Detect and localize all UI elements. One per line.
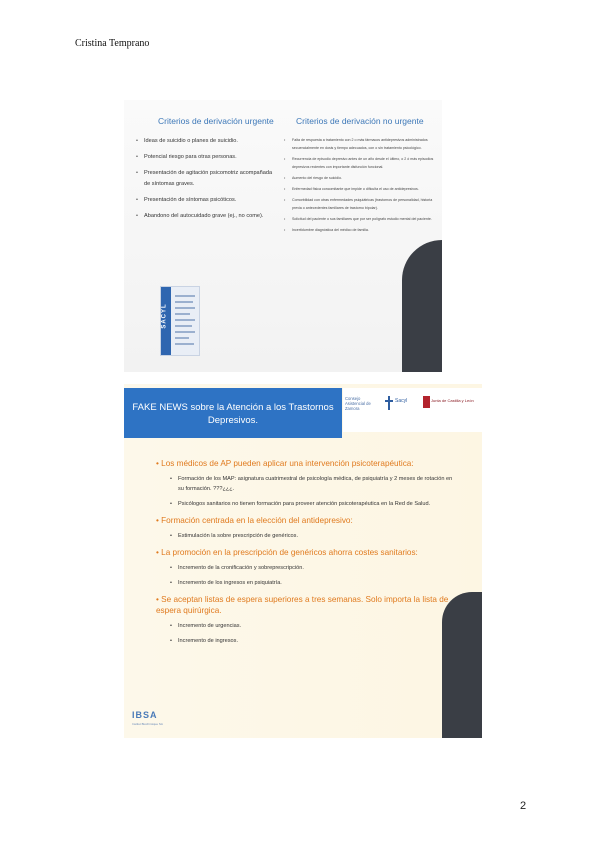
slide-title-bar xyxy=(124,388,342,438)
non-urgent-criteria-heading: Criterios de derivación no urgente xyxy=(296,116,424,126)
list-item: • Recurrencia de episodio depresivo antes de un año desde el último, o 2 ó más episodios depresivos recientes con importante disfunción funcional. xyxy=(284,155,434,171)
sacyl-logo: Sacyl xyxy=(395,398,408,404)
list-item: • Solicitud del paciente o sus familiares que por ser polígrafo estudio mental del paciente. xyxy=(284,215,434,223)
slide-derivation-criteria xyxy=(124,100,442,372)
urgent-criteria-list xyxy=(136,136,278,222)
list-item: • Formación de los MAP: asignatura cuatrimestral de psicología médica, de psiquiatría y 2 meses de rotación en su formación. ???¿¿¿. xyxy=(170,474,456,494)
junta-logo: Junta de Castilla y León xyxy=(431,398,474,403)
list-item: • Abandono del autocuidado grave (ej., no come). xyxy=(136,211,278,222)
section-list xyxy=(156,563,456,588)
list-item: • Potencial riesgo para otras personas. xyxy=(136,152,278,163)
list-item: • Psicólogos sanitarios no tienen formación para proveer atención psicoterapéutica en la Red de Salud. xyxy=(170,499,456,509)
list-item: • Falta de respuesta a tratamiento con 2 o más fármacos antidepresivos administrados secuencialmente en dosis y tiempo adecuados, con o sin tratamiento psicológico. xyxy=(284,136,434,152)
list-item: • Incremento de la cronificación y sobreprescripción. xyxy=(170,563,456,573)
slide-title-line-2: Depresivos. xyxy=(207,415,259,426)
ibsa-logo: IBSA xyxy=(132,710,158,720)
list-item: • Comorbilidad con otras enfermedades psiquiátricas (trastornos de personalidad, historia previa o antecedentes familiares de trastorno bipolar). xyxy=(284,196,434,212)
institution-logos xyxy=(343,388,482,432)
slide-title xyxy=(124,401,342,427)
urgent-criteria-heading: Criterios de derivación urgente xyxy=(158,116,274,126)
list-item: • Ideas de suicidio o planes de suicidio. xyxy=(136,136,278,147)
journal-label: SACYL xyxy=(161,303,168,329)
section-heading: • La promoción en la prescripción de genéricos ahorra costes sanitarios: xyxy=(156,548,418,557)
list-item: • Presentación de síntomas psicóticos. xyxy=(136,195,278,206)
list-item: • Aumento del riesgo de suicidio. xyxy=(284,174,434,182)
non-urgent-criteria-list xyxy=(284,136,434,234)
non-urgent-criteria-column xyxy=(284,116,434,237)
list-item: • Presentación de agitación psicomotriz acompañada de síntomas graves. xyxy=(136,168,278,190)
slide-body xyxy=(156,458,456,652)
list-item: • Incertidumbre diagnóstica del médico de familia. xyxy=(284,226,434,234)
speaker-silhouette xyxy=(402,240,442,372)
section-heading: • Formación centrada en la elección del antidepresivo: xyxy=(156,516,353,525)
list-item: • Estimulación la sobre prescripción de genéricos. xyxy=(170,531,456,541)
sacyl-icon xyxy=(385,396,393,410)
list-item: • Incremento de urgencias. xyxy=(170,621,456,631)
journal-cover-image xyxy=(160,286,200,356)
section-list xyxy=(156,531,456,541)
consejo-asistencial-logo: Consejo Asistencial de Zamora xyxy=(345,396,371,411)
urgent-criteria-column xyxy=(136,116,278,227)
junta-shield-icon xyxy=(423,396,430,408)
list-item: • Enfermedad física concomitante que impide o dificulta el uso de antidepresivos. xyxy=(284,185,434,193)
slide-title-line-1: FAKE NEWS sobre la Atención a los Trastornos xyxy=(132,402,334,413)
section-list xyxy=(156,621,456,646)
ibsa-logo-subtitle: Institut Biochimique SA xyxy=(132,722,163,726)
slide-fake-news xyxy=(124,384,482,738)
section-heading: • Se aceptan listas de espera superiores a tres semanas. Solo importa la lista de espera quirúrgica. xyxy=(156,595,449,615)
page-number: 2 xyxy=(520,800,527,812)
section-list xyxy=(156,474,456,509)
list-item: • Incremento de los ingresos en psiquiatría. xyxy=(170,578,456,588)
list-item: • Incremento de ingresos. xyxy=(170,636,456,646)
speaker-silhouette xyxy=(442,592,482,738)
section-heading: • Los médicos de AP pueden aplicar una intervención psicoterapéutica: xyxy=(156,459,414,468)
header-author: Cristina Temprano xyxy=(75,38,150,49)
